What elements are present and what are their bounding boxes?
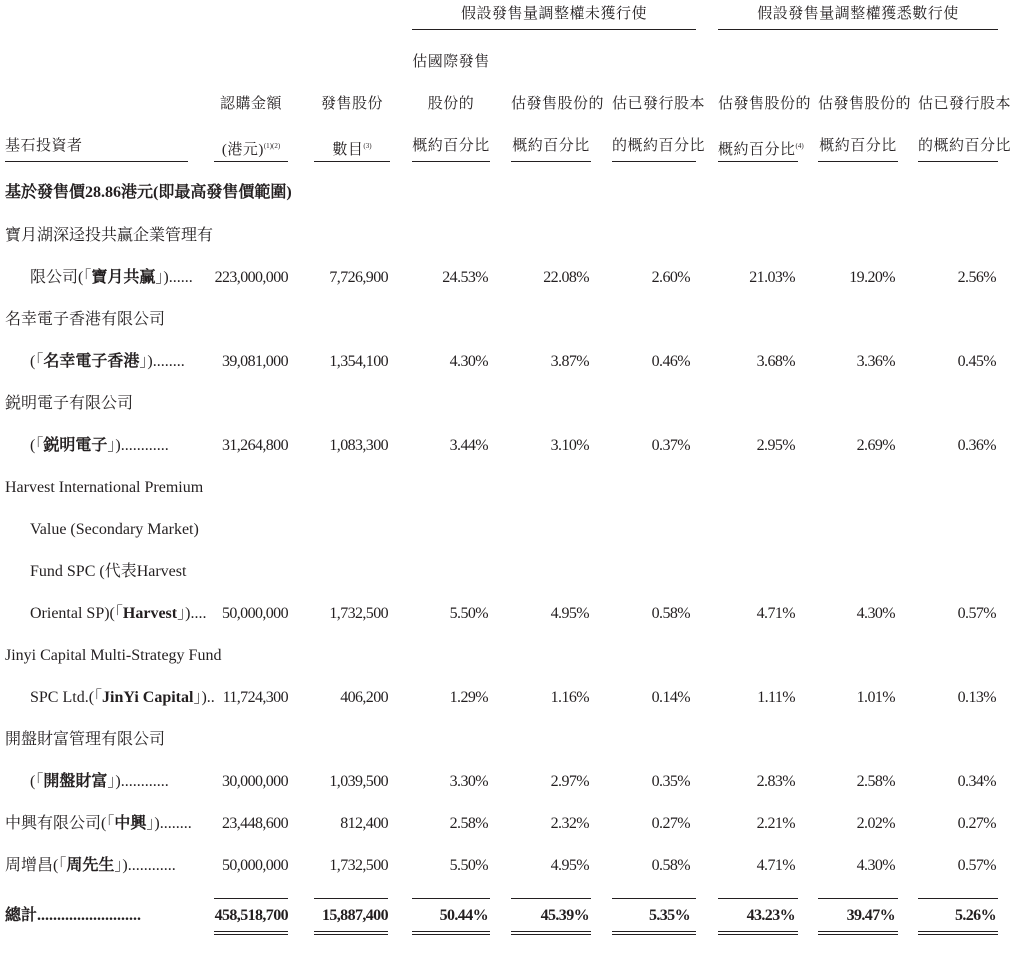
cell-offer-pct-full-b: 19.20%: [849, 269, 895, 286]
total-offer-pct-full-b: 39.47%: [846, 907, 895, 924]
cell-issued-pct-full: 0.34%: [957, 773, 996, 790]
col-header-shares-line1: 發售股份: [320, 96, 383, 112]
group-header-rule: [412, 29, 696, 30]
investor-name-cell: [30, 772, 169, 792]
cell-shares: 812,400: [340, 815, 388, 832]
col-header-shares-line2: 數目$^{(3)}$: [332, 142, 372, 158]
header-rule: [718, 161, 798, 162]
cell-offer-pct: 2.97%: [550, 773, 589, 790]
cell-issued-pct: 0.58%: [651, 857, 690, 874]
total-double-rule: [612, 931, 696, 935]
cell-offer-pct-full: 3.68%: [756, 353, 795, 370]
total-top-rule: [511, 898, 591, 899]
cell-intl-pct: 3.30%: [449, 773, 488, 790]
header-rule: [818, 161, 898, 162]
header-rule: [918, 161, 998, 162]
investor-name-cell: [30, 436, 169, 456]
col-header-offer-pct-line2: 概約百分比: [512, 138, 590, 154]
cell-offer-pct-full-b: 3.36%: [856, 353, 895, 370]
total-double-rule: [214, 931, 288, 935]
investor-name-prefix: (「: [30, 437, 44, 454]
header-rule: [412, 161, 490, 162]
cell-issued-pct-full: 0.57%: [957, 605, 996, 622]
investor-name-prefix: (「: [30, 773, 44, 790]
cell-intl-pct: 1.29%: [449, 689, 488, 706]
investor-name-prefix: (「: [30, 353, 44, 370]
investor-name-line: Jinyi Capital Multi-Strategy Fund: [5, 647, 222, 664]
cell-issued-pct-full: 0.13%: [957, 689, 996, 706]
total-intl-pct: 50.44%: [439, 907, 488, 924]
cell-issued-pct: 0.37%: [651, 437, 690, 454]
header-rule: [612, 161, 696, 162]
dot-leader: ....: [190, 605, 207, 622]
investor-name-cell: [5, 814, 192, 834]
investor-name-suffix: 」): [177, 605, 191, 622]
investor-name-line: Fund SPC (代表Harvest: [30, 563, 187, 580]
cell-intl-pct: 2.58%: [449, 815, 488, 832]
investor-name-line: 開盤財富管理有限公司: [5, 731, 166, 748]
total-double-rule: [511, 931, 591, 935]
col-header-offer-pct-line1: 估發售股份的: [511, 96, 605, 112]
cell-offer-pct: 4.95%: [550, 605, 589, 622]
investor-name-suffix: 」): [107, 437, 121, 454]
cell-shares: 7,726,900: [329, 269, 388, 286]
total-shares: 15,887,400: [321, 907, 388, 924]
investor-name-suffix: 」): [193, 689, 207, 706]
dot-leader: ......: [168, 269, 193, 286]
investor-name-line: Harvest International Premium: [5, 479, 204, 496]
investor-name-prefix: Oriental SP)(「: [30, 605, 123, 622]
total-issued-pct: 5.35%: [648, 907, 690, 924]
investor-name-cell: [5, 856, 176, 876]
total-double-rule: [718, 931, 798, 935]
cell-offer-pct-full: 21.03%: [749, 269, 795, 286]
cell-amount: 223,000,000: [214, 269, 288, 286]
col-header-intl-line3: 概約百分比: [412, 138, 490, 154]
cell-issued-pct-full: 0.27%: [957, 815, 996, 832]
cell-amount: 23,448,600: [221, 815, 288, 832]
cell-offer-pct: 4.95%: [550, 857, 589, 874]
cell-issued-pct: 2.60%: [651, 269, 690, 286]
investor-short-name: 中興: [114, 815, 147, 832]
investor-name-line: Value (Secondary Market): [30, 521, 199, 538]
total-top-rule: [214, 898, 288, 899]
col-header-investor: 基石投資者: [5, 138, 83, 154]
investor-name-suffix: 」): [146, 815, 160, 832]
investor-name-prefix: 中興有限公司(「: [5, 815, 115, 832]
investor-name-line: 寶月湖深迳投共赢企業管理有: [5, 227, 214, 244]
investor-name-line: 鋭明電子有限公司: [5, 395, 134, 412]
total-top-rule: [612, 898, 696, 899]
header-rule: [511, 161, 591, 162]
cell-offer-pct-full-b: 4.30%: [856, 605, 895, 622]
total-double-rule: [314, 931, 388, 935]
total-double-rule: [818, 931, 898, 935]
col-header-issued-pct-line1: 估已發行股本: [612, 96, 706, 112]
cell-offer-pct-full: 4.71%: [756, 857, 795, 874]
investor-short-name: 周先生: [66, 857, 115, 874]
cell-shares: 1,732,500: [329, 605, 388, 622]
cell-offer-pct-full: 1.11%: [757, 689, 795, 706]
investor-name-suffix: 」): [139, 353, 153, 370]
investor-short-name: JinYi Capital: [102, 689, 194, 706]
cell-amount: 39,081,000: [221, 353, 288, 370]
cell-amount: 31,264,800: [221, 437, 288, 454]
group-header-not-exercised: 假設發售量調整權未獲行使: [460, 6, 647, 22]
col-header-intl-line1: 估國際發售: [412, 54, 490, 70]
header-rule: [5, 161, 188, 162]
total-top-rule: [918, 898, 998, 899]
investor-name-suffix: 」): [155, 269, 169, 286]
cell-offer-pct-full-b: 2.02%: [856, 815, 895, 832]
cell-issued-pct: 0.27%: [651, 815, 690, 832]
col-header-amount-line2: (港元)$^{(1)(2)}$: [221, 142, 281, 158]
cell-intl-pct: 5.50%: [449, 857, 488, 874]
investor-name-cell: [30, 268, 193, 288]
cell-offer-pct: 3.87%: [550, 353, 589, 370]
cell-issued-pct-full: 0.57%: [957, 857, 996, 874]
cell-amount: 50,000,000: [221, 857, 288, 874]
cell-issued-pct-full: 0.45%: [957, 353, 996, 370]
dot-leader: ........: [159, 815, 192, 832]
cell-amount: 50,000,000: [221, 605, 288, 622]
cell-offer-pct-full-b: 2.58%: [856, 773, 895, 790]
investor-name-suffix: 」): [114, 857, 128, 874]
header-rule: [214, 161, 288, 162]
col-header-issued-pct-full-line2: 的概約百分比: [918, 138, 1011, 154]
investor-short-name: 名幸電子香港: [43, 353, 140, 370]
dot-leader: ..: [206, 689, 215, 706]
investor-short-name: 鋭明電子: [43, 437, 108, 454]
cell-offer-pct-full: 2.95%: [756, 437, 795, 454]
total-issued-pct-full: 5.26%: [954, 907, 996, 924]
cell-issued-pct: 0.14%: [651, 689, 690, 706]
cell-amount: 30,000,000: [221, 773, 288, 790]
investor-short-name: Harvest: [122, 605, 178, 622]
cell-shares: 1,354,100: [329, 353, 388, 370]
cell-issued-pct: 0.35%: [651, 773, 690, 790]
cell-offer-pct-full-b: 1.01%: [856, 689, 895, 706]
dot-leader: ............: [127, 857, 176, 874]
cell-offer-pct-full: 2.21%: [756, 815, 795, 832]
cell-intl-pct: 4.30%: [449, 353, 488, 370]
cell-amount: 11,724,300: [222, 689, 288, 706]
cell-offer-pct: 3.10%: [550, 437, 589, 454]
col-header-intl-line2: 股份的: [427, 96, 475, 112]
dot-leader: ........: [152, 353, 185, 370]
header-rule: [314, 161, 390, 162]
cell-issued-pct-full: 2.56%: [957, 269, 996, 286]
investor-name-line: 名幸電子香港有限公司: [5, 311, 166, 328]
cell-intl-pct: 3.44%: [449, 437, 488, 454]
total-offer-pct-full: 43.23%: [746, 907, 795, 924]
col-header-issued-pct-line2: 的概約百分比: [612, 138, 706, 154]
investor-name-cell: [30, 352, 185, 372]
col-header-offer-pct-full-b-line1: 估發售股份的: [818, 96, 912, 112]
total-double-rule: [918, 931, 998, 935]
cell-intl-pct: 5.50%: [449, 605, 488, 622]
col-header-amount-line1: 認購金額: [219, 96, 282, 112]
col-header-offer-pct-full-line1: 估發售股份的: [718, 96, 812, 112]
cell-offer-pct-full-b: 2.69%: [856, 437, 895, 454]
cell-offer-pct: 22.08%: [543, 269, 589, 286]
cell-shares: 406,200: [340, 689, 388, 706]
investor-short-name: 開盤財富: [43, 773, 108, 790]
total-offer-pct: 45.39%: [540, 907, 589, 924]
cell-shares: 1,732,500: [329, 857, 388, 874]
cell-shares: 1,039,500: [329, 773, 388, 790]
group-header-rule: [718, 29, 998, 30]
investor-name-prefix: SPC Ltd.(「: [30, 689, 103, 706]
col-header-offer-pct-full-line2: 概約百分比$^{(4)}$: [718, 142, 804, 158]
total-label-cell: 總計..........................: [5, 907, 142, 924]
total-top-rule: [718, 898, 798, 899]
total-amount: 458,518,700: [214, 907, 288, 924]
dot-leader: ............: [120, 437, 169, 454]
cell-offer-pct-full-b: 4.30%: [856, 857, 895, 874]
total-top-rule: [412, 898, 490, 899]
investor-name-prefix: 周增昌(「: [5, 857, 67, 874]
investor-name-prefix: 限公司(「: [30, 269, 92, 286]
total-double-rule: [412, 931, 490, 935]
group-header-fully-exercised: 假設發售量調整權獲悉數行使: [757, 6, 959, 22]
dot-leader: ............: [120, 773, 169, 790]
investor-short-name: 寶月共赢: [91, 269, 156, 286]
cell-offer-pct: 2.32%: [550, 815, 589, 832]
total-top-rule: [314, 898, 388, 899]
cell-issued-pct: 0.58%: [651, 605, 690, 622]
cell-issued-pct-full: 0.36%: [957, 437, 996, 454]
section-title: 基於發售價28.86港元(即最高發售價範圍): [5, 184, 292, 201]
total-top-rule: [818, 898, 898, 899]
cell-offer-pct: 1.16%: [550, 689, 589, 706]
investor-name-suffix: 」): [107, 773, 121, 790]
cell-issued-pct: 0.46%: [651, 353, 690, 370]
cell-offer-pct-full: 2.83%: [756, 773, 795, 790]
cell-shares: 1,083,300: [329, 437, 388, 454]
cell-offer-pct-full: 4.71%: [756, 605, 795, 622]
col-header-issued-pct-full-line1: 估已發行股本: [918, 96, 1011, 112]
cell-intl-pct: 24.53%: [442, 269, 488, 286]
col-header-offer-pct-full-b-line2: 概約百分比: [819, 138, 897, 154]
